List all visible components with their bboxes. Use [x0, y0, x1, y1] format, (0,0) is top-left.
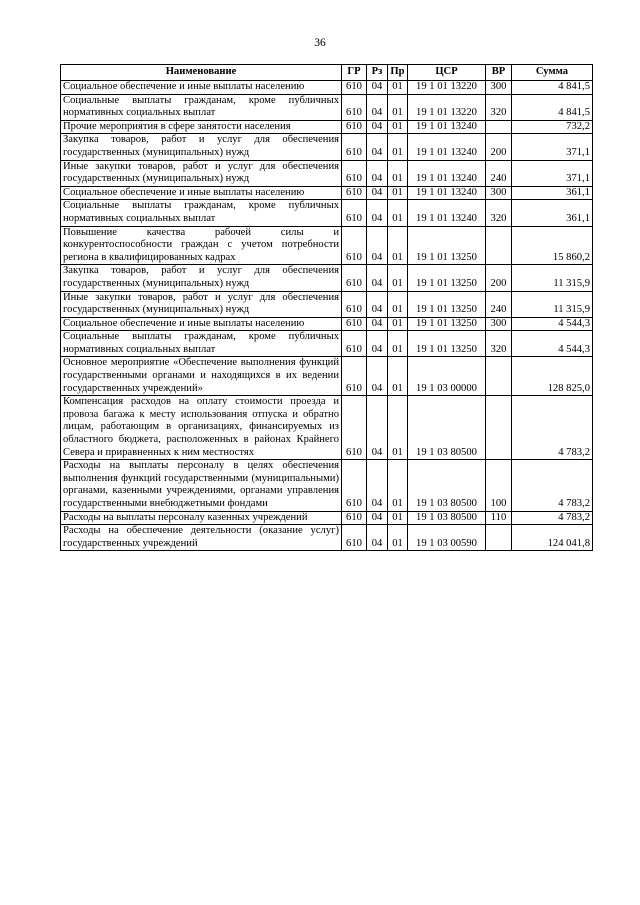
row-sum: 371,1	[512, 160, 593, 186]
row-pr: 01	[388, 94, 408, 120]
row-pr: 01	[388, 265, 408, 291]
row-gr: 610	[342, 396, 367, 460]
row-gr: 610	[342, 265, 367, 291]
row-pr: 01	[388, 120, 408, 134]
row-vr: 300	[486, 317, 512, 331]
table-row	[61, 525, 593, 551]
row-vr	[486, 396, 512, 460]
row-csr: 19 1 01 13240	[408, 134, 486, 160]
row-vr: 300	[486, 81, 512, 95]
row-rz: 04	[367, 291, 388, 317]
table-row	[61, 134, 593, 160]
row-sum: 128 825,0	[512, 357, 593, 396]
row-gr: 610	[342, 160, 367, 186]
row-gr: 610	[342, 317, 367, 331]
row-csr: 19 1 01 13220	[408, 81, 486, 95]
row-pr: 01	[388, 396, 408, 460]
row-name: Расходы на выплаты персоналу казенных учреждений	[61, 511, 342, 525]
row-rz: 04	[367, 134, 388, 160]
row-vr: 100	[486, 460, 512, 511]
row-pr: 01	[388, 291, 408, 317]
row-name: Прочие мероприятия в сфере занятости населения	[61, 120, 342, 134]
row-csr: 19 1 01 13250	[408, 317, 486, 331]
row-vr: 320	[486, 94, 512, 120]
row-gr: 610	[342, 511, 367, 525]
row-csr: 19 1 03 80500	[408, 396, 486, 460]
row-vr	[486, 120, 512, 134]
row-csr: 19 1 01 13240	[408, 120, 486, 134]
row-rz: 04	[367, 226, 388, 265]
row-name: Повышение качества рабочей силы и конкурентоспособности граждан с учетом потребности региона в квалифицированных кадрах	[61, 226, 342, 265]
row-gr: 610	[342, 200, 367, 226]
table-row	[61, 317, 593, 331]
table-row	[61, 511, 593, 525]
row-sum: 361,1	[512, 200, 593, 226]
row-vr: 320	[486, 331, 512, 357]
row-sum: 4 544,3	[512, 331, 593, 357]
column-header-csr: ЦСР	[408, 65, 486, 81]
row-sum: 732,2	[512, 120, 593, 134]
row-gr: 610	[342, 357, 367, 396]
table-row	[61, 200, 593, 226]
table-row	[61, 160, 593, 186]
row-csr: 19 1 01 13250	[408, 291, 486, 317]
row-sum: 371,1	[512, 134, 593, 160]
row-gr: 610	[342, 331, 367, 357]
row-gr: 610	[342, 186, 367, 200]
row-vr: 240	[486, 291, 512, 317]
row-vr: 200	[486, 265, 512, 291]
table-row	[61, 396, 593, 460]
row-name: Расходы на обеспечение деятельности (оказание услуг) государственных учреждений	[61, 525, 342, 551]
row-csr: 19 1 01 13240	[408, 200, 486, 226]
row-pr: 01	[388, 511, 408, 525]
row-gr: 610	[342, 525, 367, 551]
table-row	[61, 357, 593, 396]
table-row	[61, 81, 593, 95]
row-rz: 04	[367, 357, 388, 396]
table-row	[61, 226, 593, 265]
row-name: Закупка товаров, работ и услуг для обеспечения государственных (муниципальных) нужд	[61, 134, 342, 160]
row-name: Иные закупки товаров, работ и услуг для обеспечения государственных (муниципальных) нужд	[61, 160, 342, 186]
row-csr: 19 1 03 00590	[408, 525, 486, 551]
row-sum: 4 841,5	[512, 94, 593, 120]
row-name: Расходы на выплаты персоналу в целях обеспечения выполнения функций государственными (муниципальными) органами, казенными учреждениями, органами управления государственными внебюджетными фондами	[61, 460, 342, 511]
row-sum: 4 783,2	[512, 511, 593, 525]
row-pr: 01	[388, 317, 408, 331]
row-pr: 01	[388, 186, 408, 200]
row-pr: 01	[388, 460, 408, 511]
row-gr: 610	[342, 291, 367, 317]
row-rz: 04	[367, 331, 388, 357]
row-pr: 01	[388, 357, 408, 396]
table-row	[61, 265, 593, 291]
row-pr: 01	[388, 200, 408, 226]
row-rz: 04	[367, 265, 388, 291]
row-rz: 04	[367, 396, 388, 460]
column-header-gr: ГР	[342, 65, 367, 81]
row-pr: 01	[388, 525, 408, 551]
column-header-pr: Пр	[388, 65, 408, 81]
row-rz: 04	[367, 525, 388, 551]
row-rz: 04	[367, 460, 388, 511]
row-vr	[486, 357, 512, 396]
row-vr: 240	[486, 160, 512, 186]
row-csr: 19 1 03 80500	[408, 511, 486, 525]
row-csr: 19 1 01 13220	[408, 94, 486, 120]
row-gr: 610	[342, 134, 367, 160]
row-rz: 04	[367, 186, 388, 200]
row-csr: 19 1 01 13250	[408, 226, 486, 265]
column-header-rz: Рз	[367, 65, 388, 81]
row-csr: 19 1 01 13250	[408, 265, 486, 291]
row-name: Иные закупки товаров, работ и услуг для обеспечения государственных (муниципальных) нужд	[61, 291, 342, 317]
row-vr: 300	[486, 186, 512, 200]
row-csr: 19 1 01 13250	[408, 331, 486, 357]
row-sum: 4 841,5	[512, 81, 593, 95]
row-vr	[486, 226, 512, 265]
row-rz: 04	[367, 200, 388, 226]
row-name: Основное мероприятие «Обеспечение выполнения функций государственными органами и находящихся в их ведении государственных учреждений»	[61, 357, 342, 396]
row-vr: 110	[486, 511, 512, 525]
row-csr: 19 1 03 80500	[408, 460, 486, 511]
row-name: Компенсация расходов на оплату стоимости проезда и провоза багажа к месту использования отпуска и обратно лицам, работающим в организациях, финансируемых из областного бюджета, расположенных в районах Крайнего Севера и приравненных к ним местностях	[61, 396, 342, 460]
row-name: Социальные выплаты гражданам, кроме публичных нормативных социальных выплат	[61, 331, 342, 357]
row-pr: 01	[388, 160, 408, 186]
row-csr: 19 1 01 13240	[408, 186, 486, 200]
row-name: Социальные выплаты гражданам, кроме публичных нормативных социальных выплат	[61, 94, 342, 120]
row-gr: 610	[342, 120, 367, 134]
row-gr: 610	[342, 81, 367, 95]
budget-table	[60, 64, 593, 551]
row-vr: 320	[486, 200, 512, 226]
row-gr: 610	[342, 226, 367, 265]
row-gr: 610	[342, 460, 367, 511]
table-row	[61, 460, 593, 511]
row-csr: 19 1 03 00000	[408, 357, 486, 396]
page-number: 36	[314, 37, 326, 49]
row-gr: 610	[342, 94, 367, 120]
table-header-row	[61, 65, 593, 81]
row-rz: 04	[367, 160, 388, 186]
row-csr: 19 1 01 13240	[408, 160, 486, 186]
row-rz: 04	[367, 120, 388, 134]
row-rz: 04	[367, 81, 388, 95]
row-vr	[486, 525, 512, 551]
row-name: Социальное обеспечение и иные выплаты населению	[61, 186, 342, 200]
row-name: Социальные выплаты гражданам, кроме публичных нормативных социальных выплат	[61, 200, 342, 226]
row-pr: 01	[388, 81, 408, 95]
column-header-vr: ВР	[486, 65, 512, 81]
row-sum: 4 783,2	[512, 460, 593, 511]
row-sum: 15 860,2	[512, 226, 593, 265]
row-rz: 04	[367, 94, 388, 120]
table-row	[61, 186, 593, 200]
row-sum: 4 544,3	[512, 317, 593, 331]
table-row	[61, 94, 593, 120]
row-pr: 01	[388, 331, 408, 357]
row-name: Социальное обеспечение и иные выплаты населению	[61, 81, 342, 95]
table-row	[61, 291, 593, 317]
row-name: Закупка товаров, работ и услуг для обеспечения государственных (муниципальных) нужд	[61, 265, 342, 291]
table-row	[61, 331, 593, 357]
column-header-name: Наименование	[61, 65, 342, 81]
row-sum: 11 315,9	[512, 291, 593, 317]
row-name: Социальное обеспечение и иные выплаты населению	[61, 317, 342, 331]
table-row	[61, 120, 593, 134]
column-header-sum: Сумма	[512, 65, 593, 81]
row-sum: 124 041,8	[512, 525, 593, 551]
row-sum: 361,1	[512, 186, 593, 200]
row-sum: 11 315,9	[512, 265, 593, 291]
row-pr: 01	[388, 226, 408, 265]
row-sum: 4 783,2	[512, 396, 593, 460]
row-pr: 01	[388, 134, 408, 160]
row-rz: 04	[367, 317, 388, 331]
row-rz: 04	[367, 511, 388, 525]
row-vr: 200	[486, 134, 512, 160]
